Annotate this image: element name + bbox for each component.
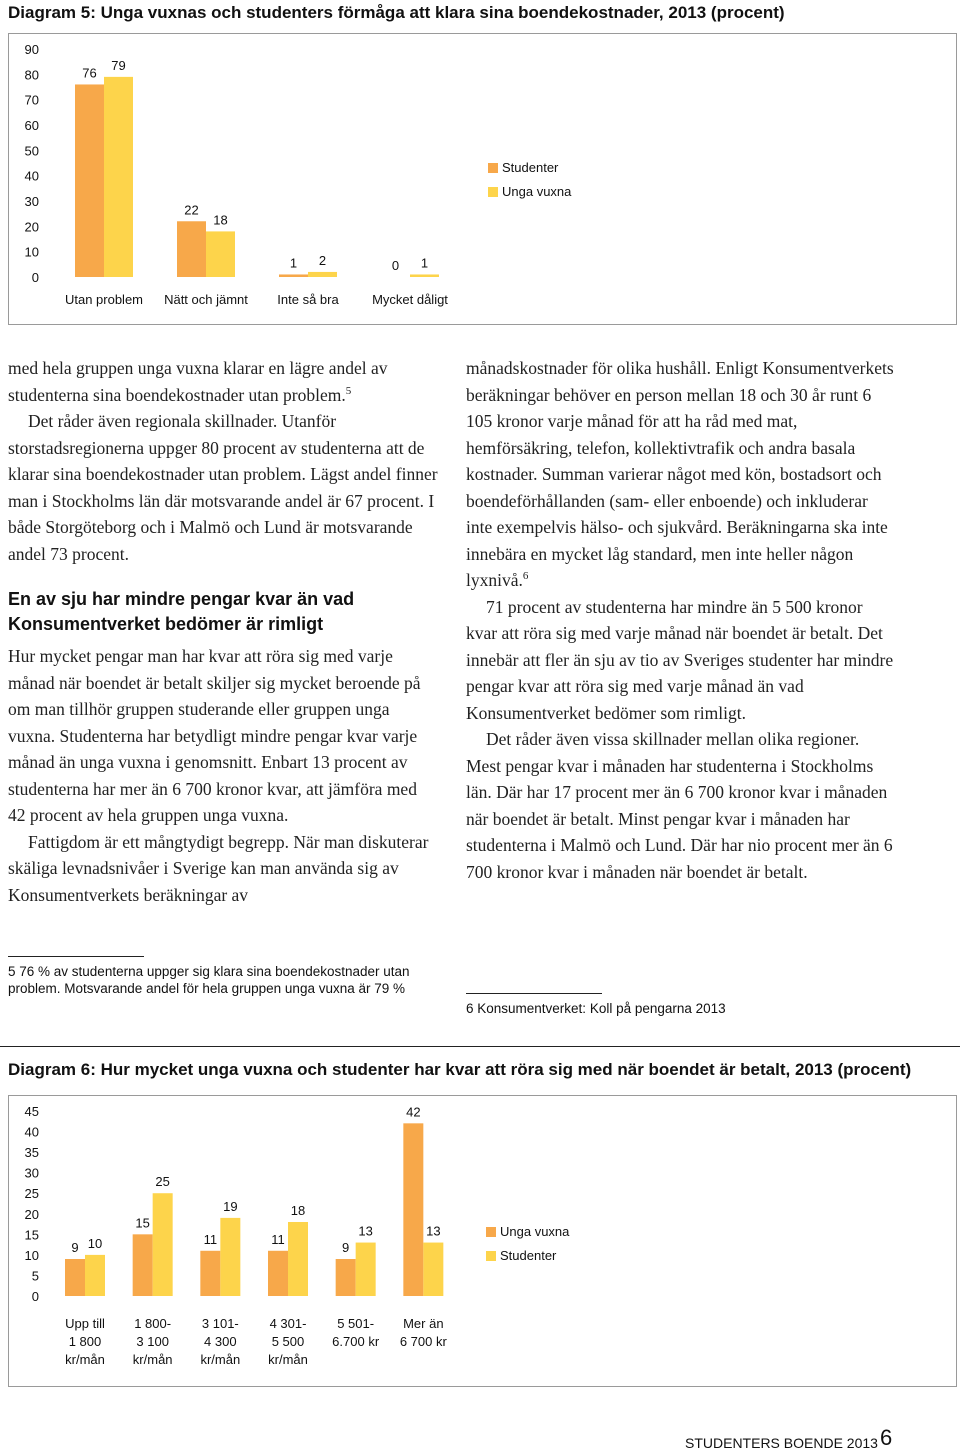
legend-swatch	[486, 1251, 496, 1261]
left-column	[8, 355, 438, 908]
category-label: 3 100	[136, 1334, 169, 1349]
y-tick-label: 40	[24, 1124, 39, 1140]
footnote-ref-6[interactable]: 6	[522, 570, 529, 583]
diagram-6-title: Diagram 6: Hur mycket unga vuxna och studenter har kvar att röra sig med när boendet är betalt, 2013 (procent)	[8, 1060, 912, 1079]
category-label: Nätt och jämnt	[164, 292, 248, 307]
right-column	[466, 355, 896, 885]
category-label: Inte så bra	[277, 292, 339, 307]
data-label: 0	[391, 258, 400, 273]
category-label: Upp till	[65, 1316, 105, 1331]
y-tick-label: 0	[31, 270, 39, 285]
bar-s2	[356, 1243, 376, 1296]
y-tick-label: 20	[24, 219, 39, 235]
right-paragraph-1-text: månadskostnader för olika hushåll. Enligt Konsumentverkets beräkningar behöver en person mellan 18 och 30 år runt 6 105 kronor varje månad för att ha råd med mat, hemförsäkring, telefon, kollektivtrafik och andra basala kostnader. Summan varierar något med kön, bostadsort och boendeförhållanden (sam- eller enboende) och inkluderar inte exempelvis hälso- och sjukvård. Beräkningarna ska inte innebära en mycket låg standard, men inte heller någon lyxnivå.	[466, 358, 894, 590]
y-tick-label: 45	[24, 1104, 39, 1119]
data-label: 1	[420, 255, 429, 271]
data-label: 9	[342, 1240, 350, 1255]
footer-label: STUDENTERS BOENDE 2013	[685, 1435, 878, 1451]
bar-s2	[220, 1218, 240, 1296]
category-label: 4 300	[204, 1334, 237, 1349]
bar-s1	[268, 1251, 288, 1296]
y-tick-label: 70	[24, 92, 39, 108]
data-label: 13	[358, 1223, 373, 1239]
category-label: Mycket dåligt	[372, 292, 448, 307]
category-label: kr/mån	[65, 1352, 105, 1367]
diagram-6-rule	[0, 1046, 960, 1047]
y-tick-label: 60	[24, 118, 39, 133]
category-label: kr/mån	[132, 1352, 173, 1367]
category-label: 6 700 kr	[399, 1334, 447, 1349]
data-label: 76	[82, 65, 97, 81]
data-label: 18	[290, 1203, 306, 1218]
category-label: 6.700 kr	[332, 1334, 380, 1349]
data-label: 13	[426, 1223, 441, 1239]
legend-label: Studenter	[502, 160, 559, 175]
page-number: 6	[880, 1425, 893, 1450]
y-tick-label: 10	[24, 244, 39, 260]
category-label: Mer än	[403, 1316, 444, 1331]
category-label: 1 800-	[134, 1316, 172, 1331]
data-label: 10	[87, 1235, 103, 1251]
category-label: Utan problem	[64, 292, 144, 307]
category-label: 4 301-	[269, 1316, 307, 1331]
y-tick-label: 30	[24, 1165, 39, 1181]
diagram-6-chart	[9, 1096, 956, 1386]
bar-s2	[153, 1193, 173, 1296]
bar-s2	[85, 1255, 105, 1296]
bar-s2	[308, 272, 337, 277]
footnote-ref-5[interactable]: 5	[345, 384, 352, 397]
right-paragraph-2: 71 procent av studenterna har mindre än 5 500 kronor kvar att röra sig med varje månad när boendet är betalt. Det innebär att fler än sju av tio av Sveriges studenter har mindre pengar kvar att röra sig med varje månad än vad Konsumentverket bedömer som rimligt.	[466, 596, 894, 723]
footnote-rule-left	[8, 956, 144, 957]
left-paragraph-3: Hur mycket pengar man har kvar att röra sig med varje månad när boendet är betalt skiljer sig mycket beroende på om man tillhör gruppen studerande eller gruppen unga vuxna. Studenterna har betydligt mindre pengar kvar varje månad än unga vuxna i genomsnitt. Enbart 13 procent av studenterna har mer än 6 700 kronor kvar, att jämföra med 42 procent av hela gruppen unga vuxna.	[8, 646, 421, 825]
y-tick-label: 0	[31, 1289, 39, 1304]
data-label: 79	[111, 57, 126, 73]
data-label: 11	[271, 1231, 285, 1247]
category-label: 5 500	[271, 1334, 305, 1349]
bar-s1	[75, 84, 104, 277]
bar-s1	[177, 221, 206, 277]
legend-label: Unga vuxna	[500, 1224, 570, 1239]
left-paragraph-1	[8, 355, 438, 408]
y-tick-label: 15	[24, 1227, 39, 1243]
bar-s1	[65, 1259, 85, 1296]
category-label: 3 101-	[201, 1316, 239, 1331]
y-tick-label: 10	[24, 1247, 39, 1263]
bar-s2	[423, 1243, 443, 1296]
data-label: 18	[213, 212, 228, 228]
y-tick-label: 20	[24, 1206, 39, 1222]
data-label: 19	[223, 1198, 238, 1214]
data-label: 25	[155, 1174, 170, 1190]
y-tick-label: 80	[24, 67, 39, 83]
footnote-5: 5 76 % av studenterna uppger sig klara sina boendekostnader utan problem. Motsvarande andel för hela gruppen unga vuxna är 79 %	[8, 964, 410, 996]
diagram-5-title: Diagram 5: Unga vuxnas och studenters förmåga att klara sina boendekostnader, 2013 (procent)	[8, 3, 785, 22]
right-paragraph-1	[466, 355, 896, 594]
data-label: 2	[318, 252, 327, 268]
y-tick-label: 30	[24, 194, 39, 209]
data-label: 22	[184, 202, 199, 218]
footnote-rule-right	[466, 993, 602, 994]
data-label: 15	[135, 1215, 150, 1231]
right-paragraph-3: Det råder även vissa skillnader mellan olika regioner. Mest pengar kvar i månaden har studenterna i Stockholms län. Där har 17 procent mer än 6 700 kronor kvar i månaden när boendet är betalt. Minst pengar kvar i månaden har studenterna i Malmö och Lund. Där har nio procent mer än 6 700 kronor kvar i månaden när boendet är betalt.	[466, 729, 893, 882]
legend-label: Unga vuxna	[502, 184, 572, 199]
y-tick-label: 50	[24, 143, 39, 159]
legend-swatch	[488, 187, 498, 197]
bar-s1	[279, 274, 308, 277]
left-paragraph-2: Det råder även regionala skillnader. Utanför storstadsregionerna uppger 80 procent av studenterna att de klarar sina boendekostnader utan problem. Lägst andel finner man i Stockholms län där motsvarande andel är 67 procent. I både Storgöteborg och i Malmö och Lund är motsvarande andel 73 procent.	[8, 411, 438, 564]
footnote-6: 6 Konsumentverket: Koll på pengarna 2013	[466, 1001, 726, 1016]
y-tick-label: 5	[31, 1268, 39, 1284]
legend-label: Studenter	[500, 1248, 557, 1263]
bar-s1	[200, 1251, 220, 1296]
category-label: 1 800	[68, 1334, 102, 1349]
y-tick-label: 35	[24, 1145, 39, 1161]
bar-s2	[410, 274, 439, 277]
diagram-5-frame	[8, 33, 957, 325]
bar-s1	[133, 1234, 153, 1296]
data-label: 42	[406, 1104, 421, 1120]
diagram-6-frame	[8, 1095, 957, 1387]
category-label: 5 501-	[337, 1316, 375, 1331]
legend-swatch	[486, 1227, 496, 1237]
y-tick-label: 40	[24, 168, 39, 184]
diagram-5-chart	[9, 34, 956, 324]
data-label: 11	[203, 1231, 218, 1247]
y-tick-label: 25	[24, 1186, 39, 1202]
bar-s1	[403, 1123, 423, 1296]
data-label: 1	[289, 255, 298, 271]
section-heading: En av sju har mindre pengar kvar än vad Konsumentverket bedömer är rimligt	[8, 589, 355, 634]
left-paragraph-4: Fattigdom är ett mångtydigt begrepp. När man diskuterar skäliga levnadsnivåer i Sverige kan man använda sig av Konsumentverkets beräkningar av	[8, 831, 429, 905]
bar-s1	[336, 1259, 356, 1296]
category-label: kr/mån	[268, 1352, 308, 1367]
legend-swatch	[488, 163, 498, 173]
bar-s2	[104, 77, 133, 277]
bar-s2	[288, 1222, 308, 1296]
bar-s2	[206, 231, 235, 277]
data-label: 9	[71, 1240, 79, 1255]
category-label: kr/mån	[200, 1352, 241, 1367]
y-tick-label: 90	[24, 42, 39, 57]
left-paragraph-1-text: med hela gruppen unga vuxna klarar en lägre andel av studenterna sina boendekostnader utan problem.	[8, 358, 388, 405]
